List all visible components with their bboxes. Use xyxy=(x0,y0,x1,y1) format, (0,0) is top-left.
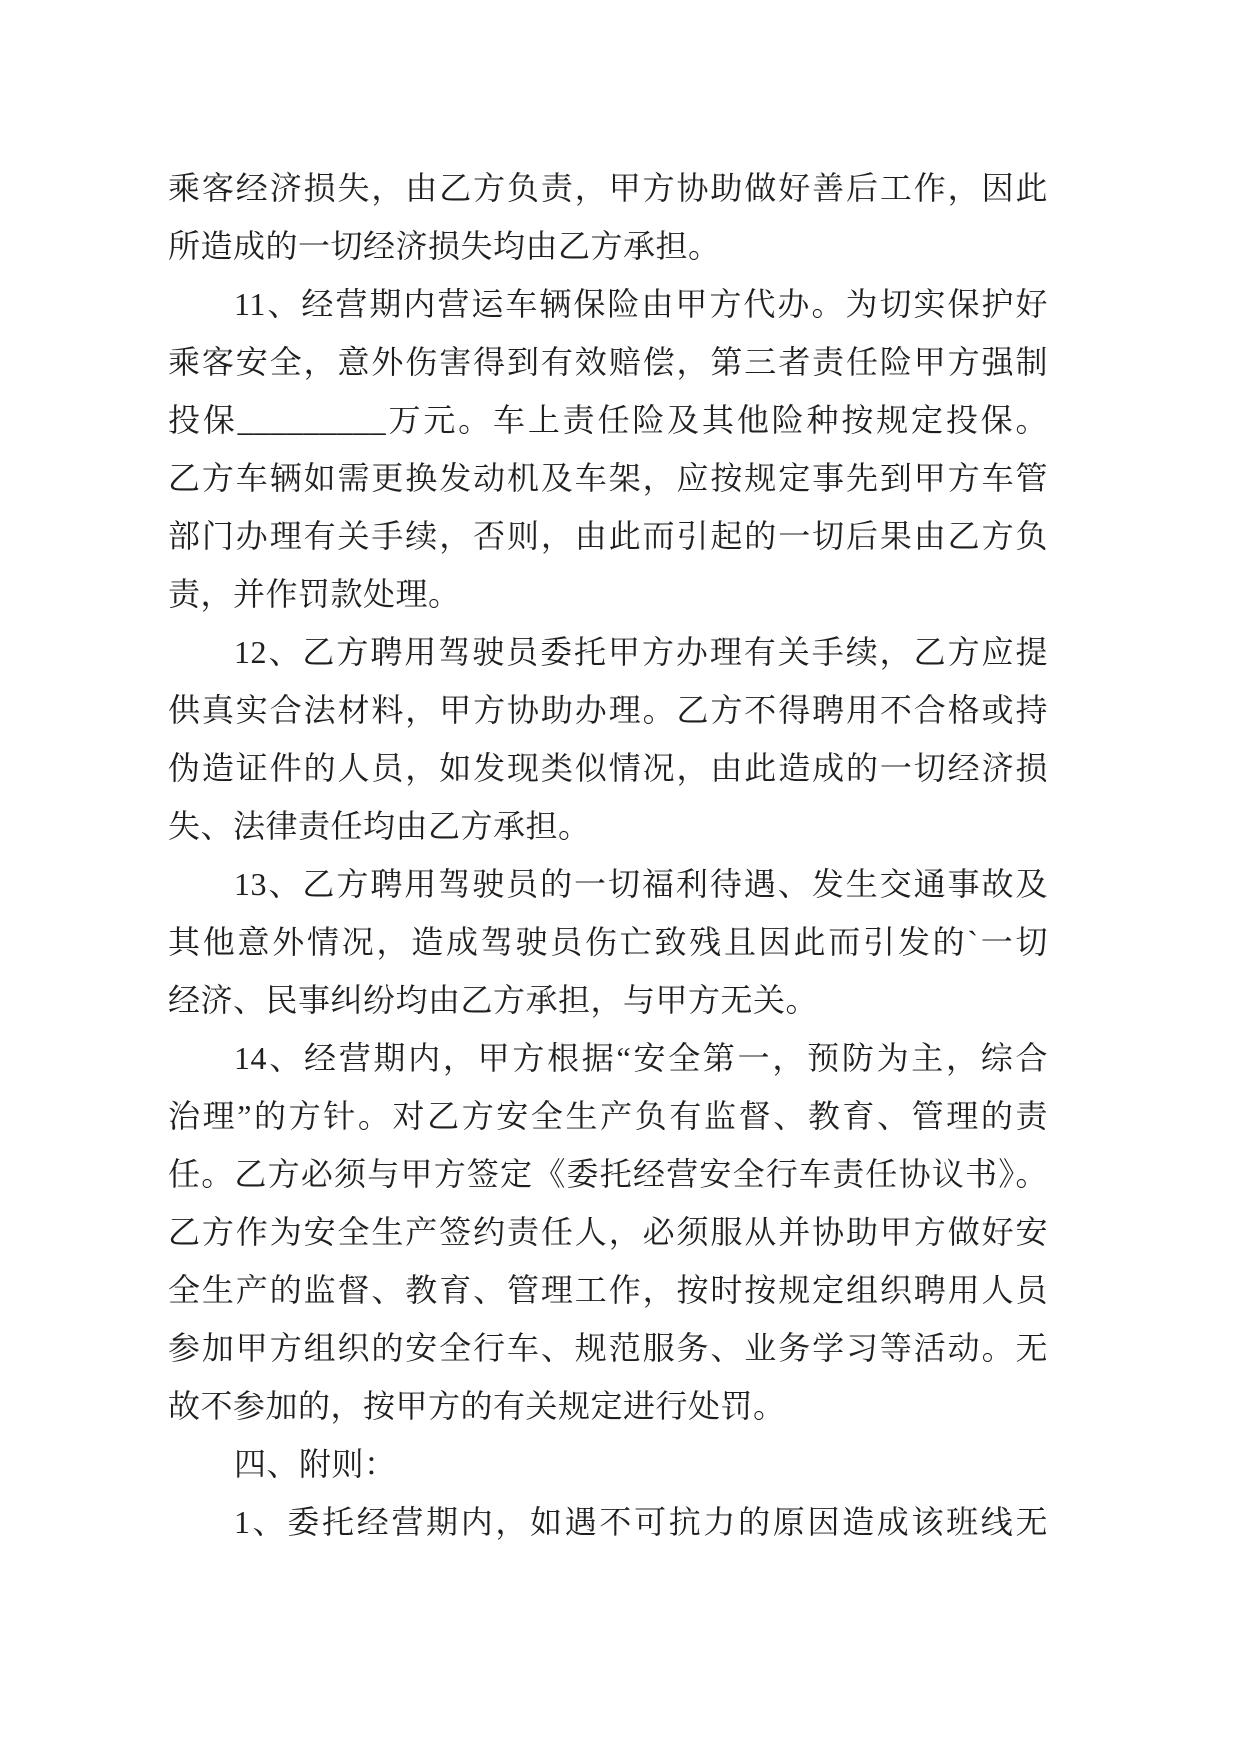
text-line: 12、乙方聘用驾驶员委托甲方办理有关手续，乙方应提 xyxy=(234,634,1048,670)
text-line: 责，并作罚款处理。 xyxy=(168,576,461,612)
text-line: 失、法律责任均由乙方承担。 xyxy=(168,808,591,844)
text-line: 11、经营期内营运车辆保险由甲方代办。为切实保护好 xyxy=(234,286,1048,322)
text-line: 乘客安全，意外伤害得到有效赔偿，第三者责任险甲方强制 xyxy=(168,344,1048,380)
text-line: 部门办理有关手续，否则，由此而引起的一切后果由乙方负 xyxy=(168,518,1048,554)
text-line: 投保_________万元。车上责任险及其他险种按规定投保。 xyxy=(168,402,1048,438)
text-line: 乙方作为安全生产签约责任人，必须服从并协助甲方做好安 xyxy=(168,1214,1048,1250)
text-line: 经济、民事纠纷均由乙方承担，与甲方无关。 xyxy=(168,982,819,1018)
text-line: 所造成的一切经济损失均由乙方承担。 xyxy=(168,228,721,264)
text-line: 乘客经济损失，由乙方负责，甲方协助做好善后工作，因此 xyxy=(168,170,1048,206)
text-line: 伪造证件的人员，如发现类似情况，由此造成的一切经济损 xyxy=(168,750,1048,786)
text-line: 14、经营期内，甲方根据“安全第一，预防为主，综合 xyxy=(234,1040,1048,1076)
text-line: 其他意外情况，造成驾驶员伤亡致残且因此而引发的`一切 xyxy=(168,924,1048,960)
text-line: 故不参加的，按甲方的有关规定进行处罚。 xyxy=(168,1388,786,1424)
text-line: 全生产的监督、教育、管理工作，按时按规定组织聘用人员 xyxy=(168,1272,1048,1308)
text-line: 参加甲方组织的安全行车、规范服务、业务学习等活动。无 xyxy=(168,1330,1048,1366)
text-line: 13、乙方聘用驾驶员的一切福利待遇、发生交通事故及 xyxy=(234,866,1048,902)
text-line: 任。乙方必须与甲方签定《委托经营安全行车责任协议书》。 xyxy=(168,1156,1048,1192)
text-line: 1、委托经营期内，如遇不可抗力的原因造成该班线无 xyxy=(234,1504,1048,1540)
text-line: 供真实合法材料，甲方协助办理。乙方不得聘用不合格或持 xyxy=(168,692,1048,728)
contract-text-block xyxy=(168,159,1048,1551)
text-line: 乙方车辆如需更换发动机及车架，应按规定事先到甲方车管 xyxy=(168,460,1048,496)
text-line: 四、附则： xyxy=(234,1446,397,1482)
text-line: 治理”的方针。对乙方安全生产负有监督、教育、管理的责 xyxy=(168,1098,1048,1134)
